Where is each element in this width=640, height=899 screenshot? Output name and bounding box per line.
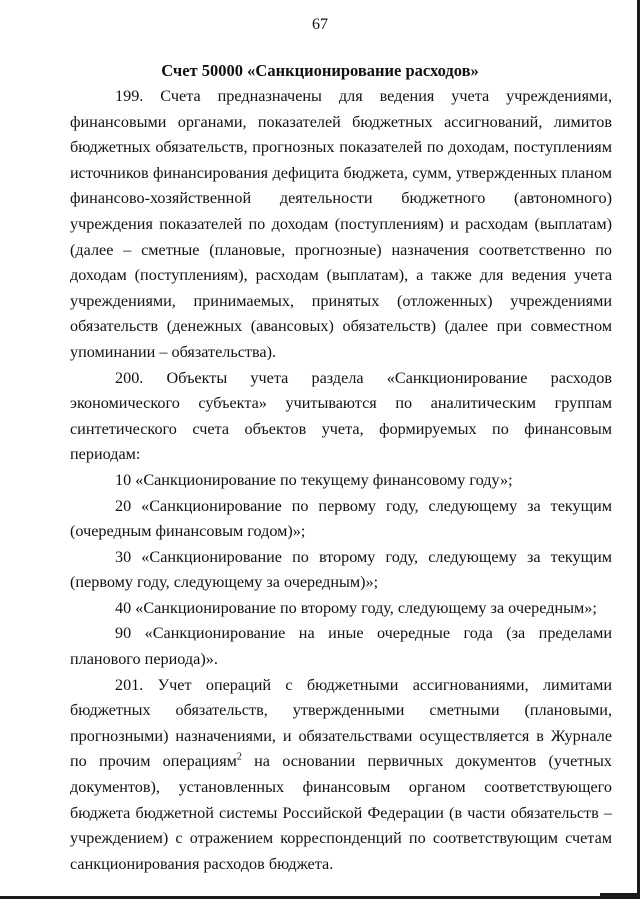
page-number: 67: [312, 16, 328, 33]
list-item-group-90: 90 «Санкционирование на иные очередные года (за пределами планового периода)».: [70, 624, 612, 669]
list-item-group-40: 40 «Санкционирование по второму году, следующему за очередным»;: [115, 598, 597, 617]
list-item-group-10: 10 «Санкционирование по текущему финансовому году»;: [115, 470, 513, 489]
paragraph-199: 199. Счета предназначены для ведения учета учреждениями, финансовыми органами, показателей бюджетных ассигнований, лимитов бюджетных обязательств, прогнозных показателей по доходам, поступлениям источников финансирования дефицита бюджета, сумм, утвержденных планом финансово-хозяйственной деятельности бюджетного (автономного) учреждения показателей по доходам (поступлениям) и расходам (выплатам) (далее – сметные (плановые, прогнозные) назначения соответственно по доходам (поступлениям), расходам (выплатам), а также для ведения учета учреждениями, принимаемых, принятых (отложенных) учреждениями обязательств (денежных (авансовых) обязательств) (далее при совместном упоминании – обязательства).: [70, 87, 612, 361]
list-item-group-30: 30 «Санкционирование по второму году, следующему за текущим (первому году, следующему за очередным)»;: [70, 547, 612, 592]
document-body: [70, 84, 612, 877]
section-heading: Счет 50000 «Санкционирование расходов»: [161, 61, 479, 80]
footnote-mark: 2: [236, 752, 242, 764]
paragraph-201: [70, 673, 612, 878]
paragraph-201-text-end: на основании первичных документов (учетных документов), установленных финансовым органом соответствующего бюджета бюджетной системы Российской Федерации (в части обязательств – учреждением) с отражением корреспонденций по соответствующим счетам санкционирования расходов бюджета.: [70, 752, 612, 873]
paragraph-200: 200. Объекты учета раздела «Санкционирование расходов экономического субъекта» учитываются по аналитическим группам синтетического счета объектов учета, формируемых по финансовым периодам:: [70, 368, 612, 464]
scan-edge-corner: [600, 893, 640, 899]
list-item-group-20: 20 «Санкционирование по первому году, следующему за текущим (очередным финансовым годом)»;: [70, 496, 612, 541]
paragraph-201-text-start: 201. Учет операций с бюджетными ассигнованиями, лимитами бюджетных обязательств, утвержденными сметными (плановыми, прогнозными) назначениями, и обязательствами осуществляется в Журнале по прочим операциям: [70, 675, 612, 771]
